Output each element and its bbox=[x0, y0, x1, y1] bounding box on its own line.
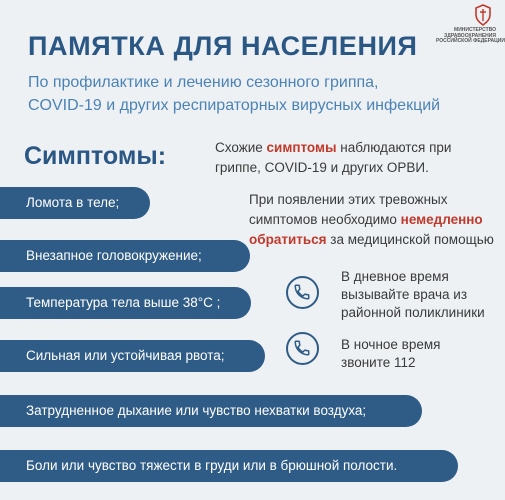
contact-line: районной поликлиники bbox=[341, 305, 485, 320]
symptom-item: Ломота в теле; bbox=[0, 187, 150, 219]
symptom-item: Сильная или устойчивая рвота; bbox=[0, 340, 265, 372]
symptom-item: Температура тела выше 38°С ; bbox=[0, 287, 251, 319]
symptoms-heading: Симптомы: bbox=[24, 142, 167, 170]
contact-line: В ночное время bbox=[341, 337, 441, 352]
subtitle-line: По профилактике и лечению сезонного гриппа, bbox=[28, 74, 379, 91]
warning-text: симптомов необходимо bbox=[249, 212, 401, 227]
intro-line-2: гриппе, COVID-19 и других ОРВИ. bbox=[215, 160, 429, 175]
ministry-line: МИНИСТЕРСТВО bbox=[454, 27, 496, 33]
phone-icon bbox=[286, 332, 319, 365]
symptom-item: Затрудненное дыхание или чувство нехватки воздуха; bbox=[0, 395, 422, 427]
phone-glyph bbox=[293, 283, 311, 301]
intro-text: Схожие bbox=[215, 140, 267, 155]
phone-icon bbox=[286, 276, 319, 309]
page-subtitle bbox=[28, 71, 500, 117]
ministry-line: РОССИЙСКОЙ ФЕДЕРАЦИИ bbox=[436, 38, 505, 44]
warning-line-3 bbox=[249, 230, 494, 250]
emblem-icon bbox=[474, 4, 492, 26]
contact-line: В дневное время bbox=[341, 269, 449, 284]
symptoms-intro bbox=[215, 138, 451, 178]
symptom-item: Боли или чувство тяжести в груди или в брюшной полости. bbox=[0, 450, 458, 482]
intro-line-1 bbox=[215, 138, 451, 158]
phone-glyph bbox=[293, 339, 311, 357]
warning-note bbox=[249, 190, 494, 250]
warning-line-1: При появлении этих тревожных bbox=[249, 192, 448, 207]
ministry-name bbox=[436, 27, 505, 45]
intro-text: наблюдаются при bbox=[336, 140, 452, 155]
warning-highlight: немедленно bbox=[400, 212, 483, 227]
ministry-line: ЗДРАВООХРАНЕНИЯ bbox=[444, 32, 496, 39]
day-contact-text bbox=[341, 268, 485, 322]
warning-text: за медицинской помощью bbox=[326, 232, 494, 247]
subtitle-line: COVID-19 и других респираторных вирусных инфекций bbox=[28, 97, 441, 114]
night-contact-text bbox=[341, 336, 440, 372]
ministry-logo bbox=[436, 4, 505, 56]
page-title: ПАМЯТКА ДЛЯ НАСЕЛЕНИЯ bbox=[28, 31, 418, 61]
symptom-item: Внезапное головокружение; bbox=[0, 240, 250, 272]
contact-line: вызывайте врача из bbox=[341, 287, 468, 302]
contact-line: звоните 112 bbox=[341, 355, 416, 370]
warning-line-2 bbox=[249, 210, 494, 230]
warning-highlight: обратиться bbox=[249, 232, 327, 247]
intro-highlight: симптомы bbox=[266, 140, 337, 155]
